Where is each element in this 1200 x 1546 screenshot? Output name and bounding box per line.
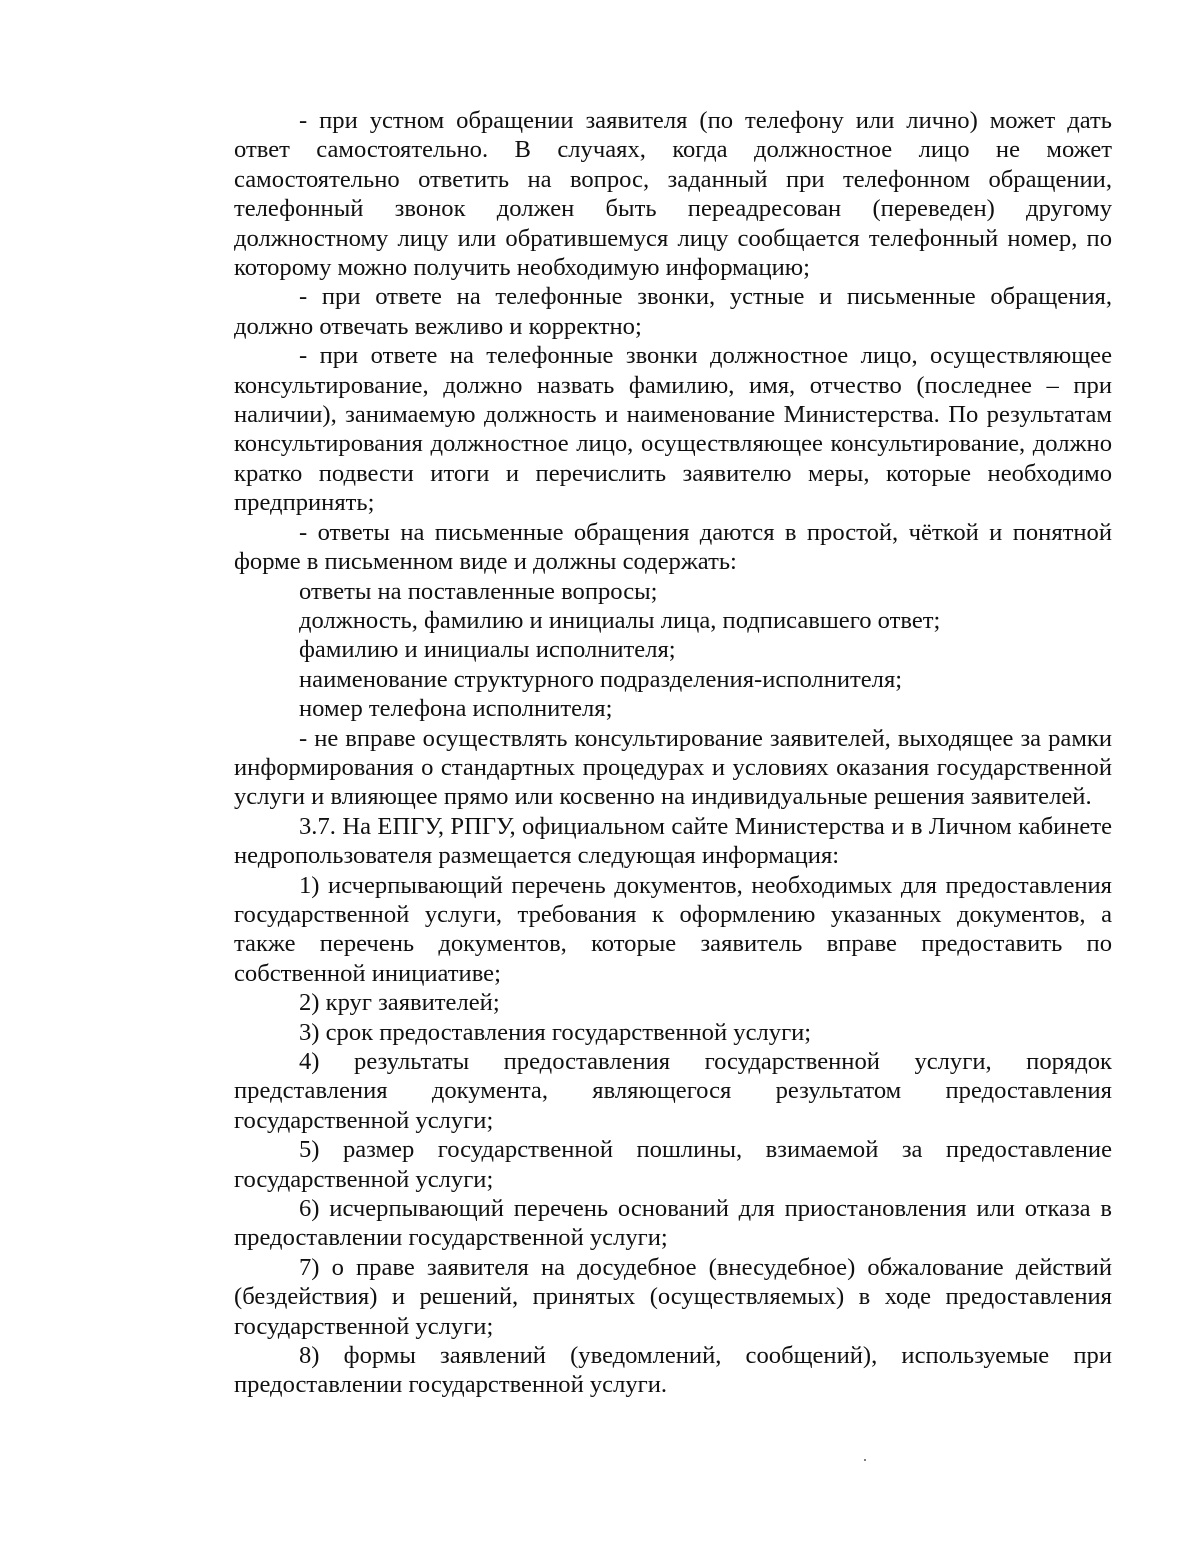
scan-speck [864, 1459, 866, 1461]
section-3-7-intro: 3.7. На ЕПГУ, РПГУ, официальном сайте Министерства и в Личном кабинете недропользователя размещается следующая информация: [234, 812, 1112, 870]
info-list-item: 5) размер государственной пошлины, взимаемой за предоставление государственной услуги; [234, 1136, 1112, 1193]
reply-content-item: должность, фамилию и инициалы лица, подписавшего ответ; [299, 606, 941, 634]
reply-content-item: номер телефона исполнителя; [299, 695, 613, 723]
info-list-item: 6) исчерпывающий перечень оснований для приостановления или отказа в предоставлении государственной услуги; [234, 1195, 1112, 1252]
reply-content-item: фамилию и инициалы исполнителя; [299, 636, 676, 664]
paragraph-written-replies: - ответы на письменные обращения даются в простой, чёткой и понятной форме в письменном виде и должны содержать: [234, 518, 1112, 576]
info-list-item: 3) срок предоставления государственной услуги; [299, 1018, 812, 1046]
paragraph-consulting-limit: - не вправе осуществлять консультирование заявителей, выходящее за рамки информирования о стандартных процедурах и условиях оказания государственной услуги и влияющее прямо или косвенно на индивидуальные решения заявителей. [234, 724, 1112, 811]
paragraph-oral-request: - при устном обращении заявителя (по телефону или лично) может дать ответ самостоятельно. В случаях, когда должностное лицо не может самостоятельно ответить на вопрос, заданный при телефонном обращении, телефонный звонок должен быть переадресован (переведен) другому должностному лицу или обратившемуся лицу сообщается телефонный номер, по которому можно получить необходимую информацию; [234, 107, 1112, 282]
info-list-item: 2) круг заявителей; [299, 989, 500, 1017]
reply-content-item: ответы на поставленные вопросы; [299, 577, 658, 605]
info-list-item: 7) о праве заявителя на досудебное (внесудебное) обжалование действий (бездействия) и решений, принятых (осуществляемых) в ходе предоставления государственной услуги; [234, 1253, 1112, 1340]
info-list-item: 1) исчерпывающий перечень документов, необходимых для предоставления государственной услуги, требования к оформлению указанных документов, а также перечень документов, которые заявитель вправе предоставить по собственной инициативе; [234, 871, 1112, 987]
info-list-item: 8) формы заявлений (уведомлений, сообщений), используемые при предоставлении государственной услуги. [234, 1342, 1112, 1399]
info-list-item: 4) результаты предоставления государственной услуги, порядок представления документа, являющегося результатом предоставления государственной услуги; [234, 1048, 1112, 1134]
document-page [234, 106, 1112, 1400]
paragraph-phone-consulting: - при ответе на телефонные звонки должностное лицо, осуществляющее консультирование, должно назвать фамилию, имя, отчество (последнее – при наличии), занимаемую должность и наименование Министерства. По результатам консультирования должностное лицо, осуществляющее консультирование, должно кратко подвести итоги и перечислить заявителю меры, которые необходимо предпринять; [234, 342, 1112, 517]
reply-content-item: наименование структурного подразделения-исполнителя; [299, 665, 903, 693]
paragraph-politeness: - при ответе на телефонные звонки, устные и письменные обращения, должно отвечать вежливо и корректно; [234, 283, 1112, 340]
